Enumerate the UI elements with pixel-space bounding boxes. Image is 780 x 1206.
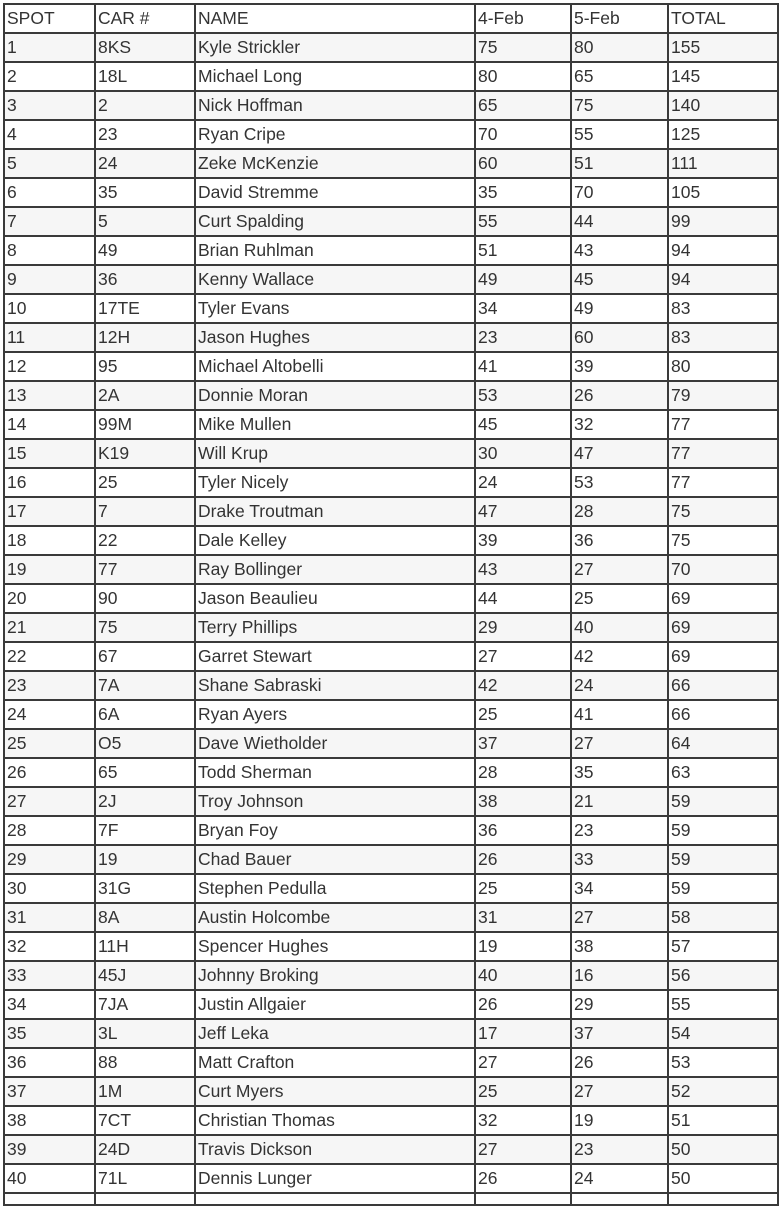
feb-5-cell: 24 (571, 671, 668, 700)
name-cell: Will Krup (195, 439, 475, 468)
feb-4-cell: 26 (475, 1164, 571, 1193)
table-row (4, 236, 778, 265)
feb-5-cell: 39 (571, 352, 668, 381)
car-number-cell: 90 (95, 584, 195, 613)
spot-cell: 13 (4, 381, 95, 410)
feb-4-cell: 35 (475, 178, 571, 207)
table-row (4, 758, 778, 787)
total-cell: 155 (668, 33, 778, 62)
feb-4-cell: 27 (475, 642, 571, 671)
table-row (4, 642, 778, 671)
feb-5-cell: 42 (571, 642, 668, 671)
feb-5-cell: 24 (571, 1164, 668, 1193)
table-row (4, 990, 778, 1019)
car-number-cell: O5 (95, 729, 195, 758)
spot-cell: 2 (4, 62, 95, 91)
table-row (4, 439, 778, 468)
spot-cell: 35 (4, 1019, 95, 1048)
name-cell: Travis Dickson (195, 1135, 475, 1164)
car-number-cell: 7F (95, 816, 195, 845)
name-cell: Michael Altobelli (195, 352, 475, 381)
spot-cell: 1 (4, 33, 95, 62)
name-cell: Kenny Wallace (195, 265, 475, 294)
total-cell: 83 (668, 294, 778, 323)
spot-cell: 23 (4, 671, 95, 700)
name-cell: Johnny Broking (195, 961, 475, 990)
name-cell: Brian Ruhlman (195, 236, 475, 265)
car-number-cell: 12H (95, 323, 195, 352)
car-number-cell: 6A (95, 700, 195, 729)
total-cell: 59 (668, 787, 778, 816)
feb-5-cell: 44 (571, 207, 668, 236)
feb-4-cell: 27 (475, 1135, 571, 1164)
total-cell: 79 (668, 381, 778, 410)
spot-cell: 5 (4, 149, 95, 178)
spot-cell: 37 (4, 1077, 95, 1106)
table-row (4, 874, 778, 903)
feb-5-cell: 27 (571, 729, 668, 758)
name-cell: Garret Stewart (195, 642, 475, 671)
name-cell: Matt Crafton (195, 1048, 475, 1077)
feb-5-cell: 40 (571, 613, 668, 642)
name-cell: Bryan Foy (195, 816, 475, 845)
total-cell: 57 (668, 932, 778, 961)
table-row (4, 381, 778, 410)
feb-4-cell: 65 (475, 91, 571, 120)
total-cell: 50 (668, 1135, 778, 1164)
feb-4-cell: 44 (475, 584, 571, 613)
spot-cell: 31 (4, 903, 95, 932)
feb-4-cell: 38 (475, 787, 571, 816)
car-number-cell: 19 (95, 845, 195, 874)
car-number-cell: 35 (95, 178, 195, 207)
spot-cell: 14 (4, 410, 95, 439)
name-cell: Spencer Hughes (195, 932, 475, 961)
table-header (4, 4, 778, 33)
feb-5-cell: 36 (571, 526, 668, 555)
empty-cell (668, 1193, 778, 1205)
spot-cell: 8 (4, 236, 95, 265)
table-row (4, 497, 778, 526)
table-row (4, 903, 778, 932)
total-cell: 94 (668, 265, 778, 294)
table-row (4, 671, 778, 700)
spot-cell: 40 (4, 1164, 95, 1193)
table-row (4, 91, 778, 120)
total-cell: 56 (668, 961, 778, 990)
feb-5-cell: 26 (571, 381, 668, 410)
table-row (4, 62, 778, 91)
car-number-cell: 8A (95, 903, 195, 932)
empty-cell (95, 1193, 195, 1205)
feb-5-cell: 65 (571, 62, 668, 91)
feb-5-cell: 27 (571, 555, 668, 584)
feb-5-cell: 37 (571, 1019, 668, 1048)
spot-cell: 30 (4, 874, 95, 903)
table-row (4, 1135, 778, 1164)
name-cell: Ryan Ayers (195, 700, 475, 729)
spot-cell: 34 (4, 990, 95, 1019)
car-number-cell: 8KS (95, 33, 195, 62)
name-cell: Todd Sherman (195, 758, 475, 787)
name-cell: Curt Myers (195, 1077, 475, 1106)
car-number-cell: 17TE (95, 294, 195, 323)
header-spot: SPOT (4, 4, 95, 33)
feb-4-cell: 55 (475, 207, 571, 236)
table-row (4, 33, 778, 62)
spot-cell: 4 (4, 120, 95, 149)
feb-5-cell: 29 (571, 990, 668, 1019)
feb-5-cell: 23 (571, 1135, 668, 1164)
feb-4-cell: 47 (475, 497, 571, 526)
car-number-cell: 3L (95, 1019, 195, 1048)
empty-cell (195, 1193, 475, 1205)
feb-4-cell: 75 (475, 33, 571, 62)
table-row (4, 149, 778, 178)
spot-cell: 10 (4, 294, 95, 323)
name-cell: Justin Allgaier (195, 990, 475, 1019)
car-number-cell: 67 (95, 642, 195, 671)
feb-5-cell: 25 (571, 584, 668, 613)
feb-5-cell: 35 (571, 758, 668, 787)
feb-5-cell: 80 (571, 33, 668, 62)
header-name: NAME (195, 4, 475, 33)
feb-4-cell: 25 (475, 874, 571, 903)
table-row (4, 555, 778, 584)
feb-5-cell: 53 (571, 468, 668, 497)
total-cell: 59 (668, 874, 778, 903)
total-cell: 59 (668, 845, 778, 874)
car-number-cell: 36 (95, 265, 195, 294)
total-cell: 69 (668, 613, 778, 642)
spot-cell: 33 (4, 961, 95, 990)
spot-cell: 18 (4, 526, 95, 555)
spot-cell: 3 (4, 91, 95, 120)
table-row (4, 729, 778, 758)
car-number-cell: 2A (95, 381, 195, 410)
feb-4-cell: 17 (475, 1019, 571, 1048)
spot-cell: 27 (4, 787, 95, 816)
feb-4-cell: 60 (475, 149, 571, 178)
feb-5-cell: 28 (571, 497, 668, 526)
spot-cell: 7 (4, 207, 95, 236)
total-cell: 77 (668, 439, 778, 468)
feb-4-cell: 32 (475, 1106, 571, 1135)
car-number-cell: 2J (95, 787, 195, 816)
car-number-cell: 7A (95, 671, 195, 700)
name-cell: Zeke McKenzie (195, 149, 475, 178)
total-cell: 55 (668, 990, 778, 1019)
name-cell: Michael Long (195, 62, 475, 91)
total-cell: 83 (668, 323, 778, 352)
total-cell: 63 (668, 758, 778, 787)
spot-cell: 25 (4, 729, 95, 758)
total-cell: 54 (668, 1019, 778, 1048)
name-cell: Ray Bollinger (195, 555, 475, 584)
feb-5-cell: 70 (571, 178, 668, 207)
spot-cell: 12 (4, 352, 95, 381)
table-row (4, 1048, 778, 1077)
car-number-cell: 95 (95, 352, 195, 381)
total-cell: 125 (668, 120, 778, 149)
table-row (4, 265, 778, 294)
table-row (4, 932, 778, 961)
car-number-cell: 77 (95, 555, 195, 584)
total-cell: 69 (668, 642, 778, 671)
table-row (4, 613, 778, 642)
car-number-cell: 71L (95, 1164, 195, 1193)
feb-4-cell: 25 (475, 1077, 571, 1106)
spot-cell: 29 (4, 845, 95, 874)
total-cell: 145 (668, 62, 778, 91)
feb-4-cell: 41 (475, 352, 571, 381)
spot-cell: 38 (4, 1106, 95, 1135)
total-cell: 77 (668, 468, 778, 497)
name-cell: David Stremme (195, 178, 475, 207)
table-row (4, 1019, 778, 1048)
name-cell: Dave Wietholder (195, 729, 475, 758)
car-number-cell: 65 (95, 758, 195, 787)
feb-4-cell: 28 (475, 758, 571, 787)
feb-4-cell: 70 (475, 120, 571, 149)
standings-table (3, 3, 779, 1206)
car-number-cell: 22 (95, 526, 195, 555)
feb-5-cell: 49 (571, 294, 668, 323)
feb-4-cell: 34 (475, 294, 571, 323)
car-number-cell: 2 (95, 91, 195, 120)
total-cell: 105 (668, 178, 778, 207)
name-cell: Dennis Lunger (195, 1164, 475, 1193)
total-cell: 75 (668, 497, 778, 526)
car-number-cell: 18L (95, 62, 195, 91)
name-cell: Stephen Pedulla (195, 874, 475, 903)
car-number-cell: 24D (95, 1135, 195, 1164)
feb-4-cell: 30 (475, 439, 571, 468)
total-cell: 75 (668, 526, 778, 555)
total-cell: 59 (668, 816, 778, 845)
total-cell: 94 (668, 236, 778, 265)
feb-4-cell: 43 (475, 555, 571, 584)
total-cell: 66 (668, 700, 778, 729)
feb-5-cell: 32 (571, 410, 668, 439)
name-cell: Chad Bauer (195, 845, 475, 874)
table-row (4, 1106, 778, 1135)
feb-4-cell: 45 (475, 410, 571, 439)
spot-cell: 26 (4, 758, 95, 787)
spot-cell: 28 (4, 816, 95, 845)
name-cell: Tyler Nicely (195, 468, 475, 497)
table-row (4, 207, 778, 236)
spot-cell: 17 (4, 497, 95, 526)
car-number-cell: 11H (95, 932, 195, 961)
car-number-cell: 23 (95, 120, 195, 149)
table-row (4, 584, 778, 613)
car-number-cell: 1M (95, 1077, 195, 1106)
total-cell: 80 (668, 352, 778, 381)
header-row (4, 4, 778, 33)
total-cell: 111 (668, 149, 778, 178)
header-car-number: CAR # (95, 4, 195, 33)
total-cell: 70 (668, 555, 778, 584)
spot-cell: 21 (4, 613, 95, 642)
name-cell: Austin Holcombe (195, 903, 475, 932)
table-row (4, 410, 778, 439)
feb-5-cell: 41 (571, 700, 668, 729)
feb-5-cell: 16 (571, 961, 668, 990)
name-cell: Nick Hoffman (195, 91, 475, 120)
spot-cell: 9 (4, 265, 95, 294)
total-cell: 140 (668, 91, 778, 120)
car-number-cell: 45J (95, 961, 195, 990)
feb-4-cell: 36 (475, 816, 571, 845)
name-cell: Mike Mullen (195, 410, 475, 439)
feb-4-cell: 26 (475, 990, 571, 1019)
total-cell: 99 (668, 207, 778, 236)
car-number-cell: 25 (95, 468, 195, 497)
spot-cell: 20 (4, 584, 95, 613)
car-number-cell: 7JA (95, 990, 195, 1019)
feb-4-cell: 51 (475, 236, 571, 265)
spot-cell: 6 (4, 178, 95, 207)
feb-5-cell: 45 (571, 265, 668, 294)
name-cell: Jason Beaulieu (195, 584, 475, 613)
total-cell: 50 (668, 1164, 778, 1193)
feb-5-cell: 38 (571, 932, 668, 961)
spot-cell: 15 (4, 439, 95, 468)
car-number-cell: 7 (95, 497, 195, 526)
feb-5-cell: 27 (571, 1077, 668, 1106)
table-row (4, 178, 778, 207)
feb-4-cell: 26 (475, 845, 571, 874)
feb-5-cell: 75 (571, 91, 668, 120)
total-cell: 51 (668, 1106, 778, 1135)
feb-4-cell: 53 (475, 381, 571, 410)
table-row (4, 845, 778, 874)
name-cell: Shane Sabraski (195, 671, 475, 700)
table-row (4, 816, 778, 845)
name-cell: Kyle Strickler (195, 33, 475, 62)
spot-cell: 11 (4, 323, 95, 352)
car-number-cell: 88 (95, 1048, 195, 1077)
feb-4-cell: 37 (475, 729, 571, 758)
spot-cell: 19 (4, 555, 95, 584)
feb-4-cell: 19 (475, 932, 571, 961)
total-cell: 52 (668, 1077, 778, 1106)
feb-4-cell: 39 (475, 526, 571, 555)
feb-4-cell: 27 (475, 1048, 571, 1077)
name-cell: Troy Johnson (195, 787, 475, 816)
total-cell: 66 (668, 671, 778, 700)
feb-4-cell: 80 (475, 62, 571, 91)
feb-4-cell: 42 (475, 671, 571, 700)
feb-4-cell: 25 (475, 700, 571, 729)
empty-cell (475, 1193, 571, 1205)
car-number-cell: 7CT (95, 1106, 195, 1135)
name-cell: Donnie Moran (195, 381, 475, 410)
total-cell: 58 (668, 903, 778, 932)
table-row-partial (4, 1193, 778, 1205)
name-cell: Curt Spalding (195, 207, 475, 236)
feb-5-cell: 34 (571, 874, 668, 903)
feb-4-cell: 23 (475, 323, 571, 352)
header-4-feb: 4-Feb (475, 4, 571, 33)
car-number-cell: K19 (95, 439, 195, 468)
feb-4-cell: 31 (475, 903, 571, 932)
name-cell: Jeff Leka (195, 1019, 475, 1048)
empty-cell (4, 1193, 95, 1205)
feb-4-cell: 29 (475, 613, 571, 642)
table-row (4, 1077, 778, 1106)
feb-4-cell: 40 (475, 961, 571, 990)
feb-5-cell: 60 (571, 323, 668, 352)
spot-cell: 39 (4, 1135, 95, 1164)
table-row (4, 294, 778, 323)
feb-5-cell: 51 (571, 149, 668, 178)
table-row (4, 120, 778, 149)
car-number-cell: 49 (95, 236, 195, 265)
empty-cell (571, 1193, 668, 1205)
spot-cell: 32 (4, 932, 95, 961)
name-cell: Jason Hughes (195, 323, 475, 352)
name-cell: Tyler Evans (195, 294, 475, 323)
feb-5-cell: 19 (571, 1106, 668, 1135)
table-row (4, 352, 778, 381)
feb-5-cell: 27 (571, 903, 668, 932)
car-number-cell: 99M (95, 410, 195, 439)
table-row (4, 323, 778, 352)
car-number-cell: 31G (95, 874, 195, 903)
total-cell: 77 (668, 410, 778, 439)
feb-4-cell: 24 (475, 468, 571, 497)
spot-cell: 36 (4, 1048, 95, 1077)
feb-5-cell: 33 (571, 845, 668, 874)
header-total: TOTAL (668, 4, 778, 33)
name-cell: Christian Thomas (195, 1106, 475, 1135)
total-cell: 53 (668, 1048, 778, 1077)
table-row (4, 468, 778, 497)
table-body (4, 33, 778, 1205)
name-cell: Ryan Cripe (195, 120, 475, 149)
car-number-cell: 5 (95, 207, 195, 236)
table-row (4, 1164, 778, 1193)
table-row (4, 700, 778, 729)
feb-5-cell: 43 (571, 236, 668, 265)
feb-5-cell: 21 (571, 787, 668, 816)
spot-cell: 24 (4, 700, 95, 729)
feb-5-cell: 55 (571, 120, 668, 149)
total-cell: 69 (668, 584, 778, 613)
spot-cell: 16 (4, 468, 95, 497)
feb-5-cell: 23 (571, 816, 668, 845)
name-cell: Drake Troutman (195, 497, 475, 526)
feb-4-cell: 49 (475, 265, 571, 294)
feb-5-cell: 47 (571, 439, 668, 468)
table-row (4, 961, 778, 990)
table-row (4, 787, 778, 816)
header-5-feb: 5-Feb (571, 4, 668, 33)
name-cell: Terry Phillips (195, 613, 475, 642)
total-cell: 64 (668, 729, 778, 758)
car-number-cell: 24 (95, 149, 195, 178)
car-number-cell: 75 (95, 613, 195, 642)
table-row (4, 526, 778, 555)
spot-cell: 22 (4, 642, 95, 671)
feb-5-cell: 26 (571, 1048, 668, 1077)
name-cell: Dale Kelley (195, 526, 475, 555)
